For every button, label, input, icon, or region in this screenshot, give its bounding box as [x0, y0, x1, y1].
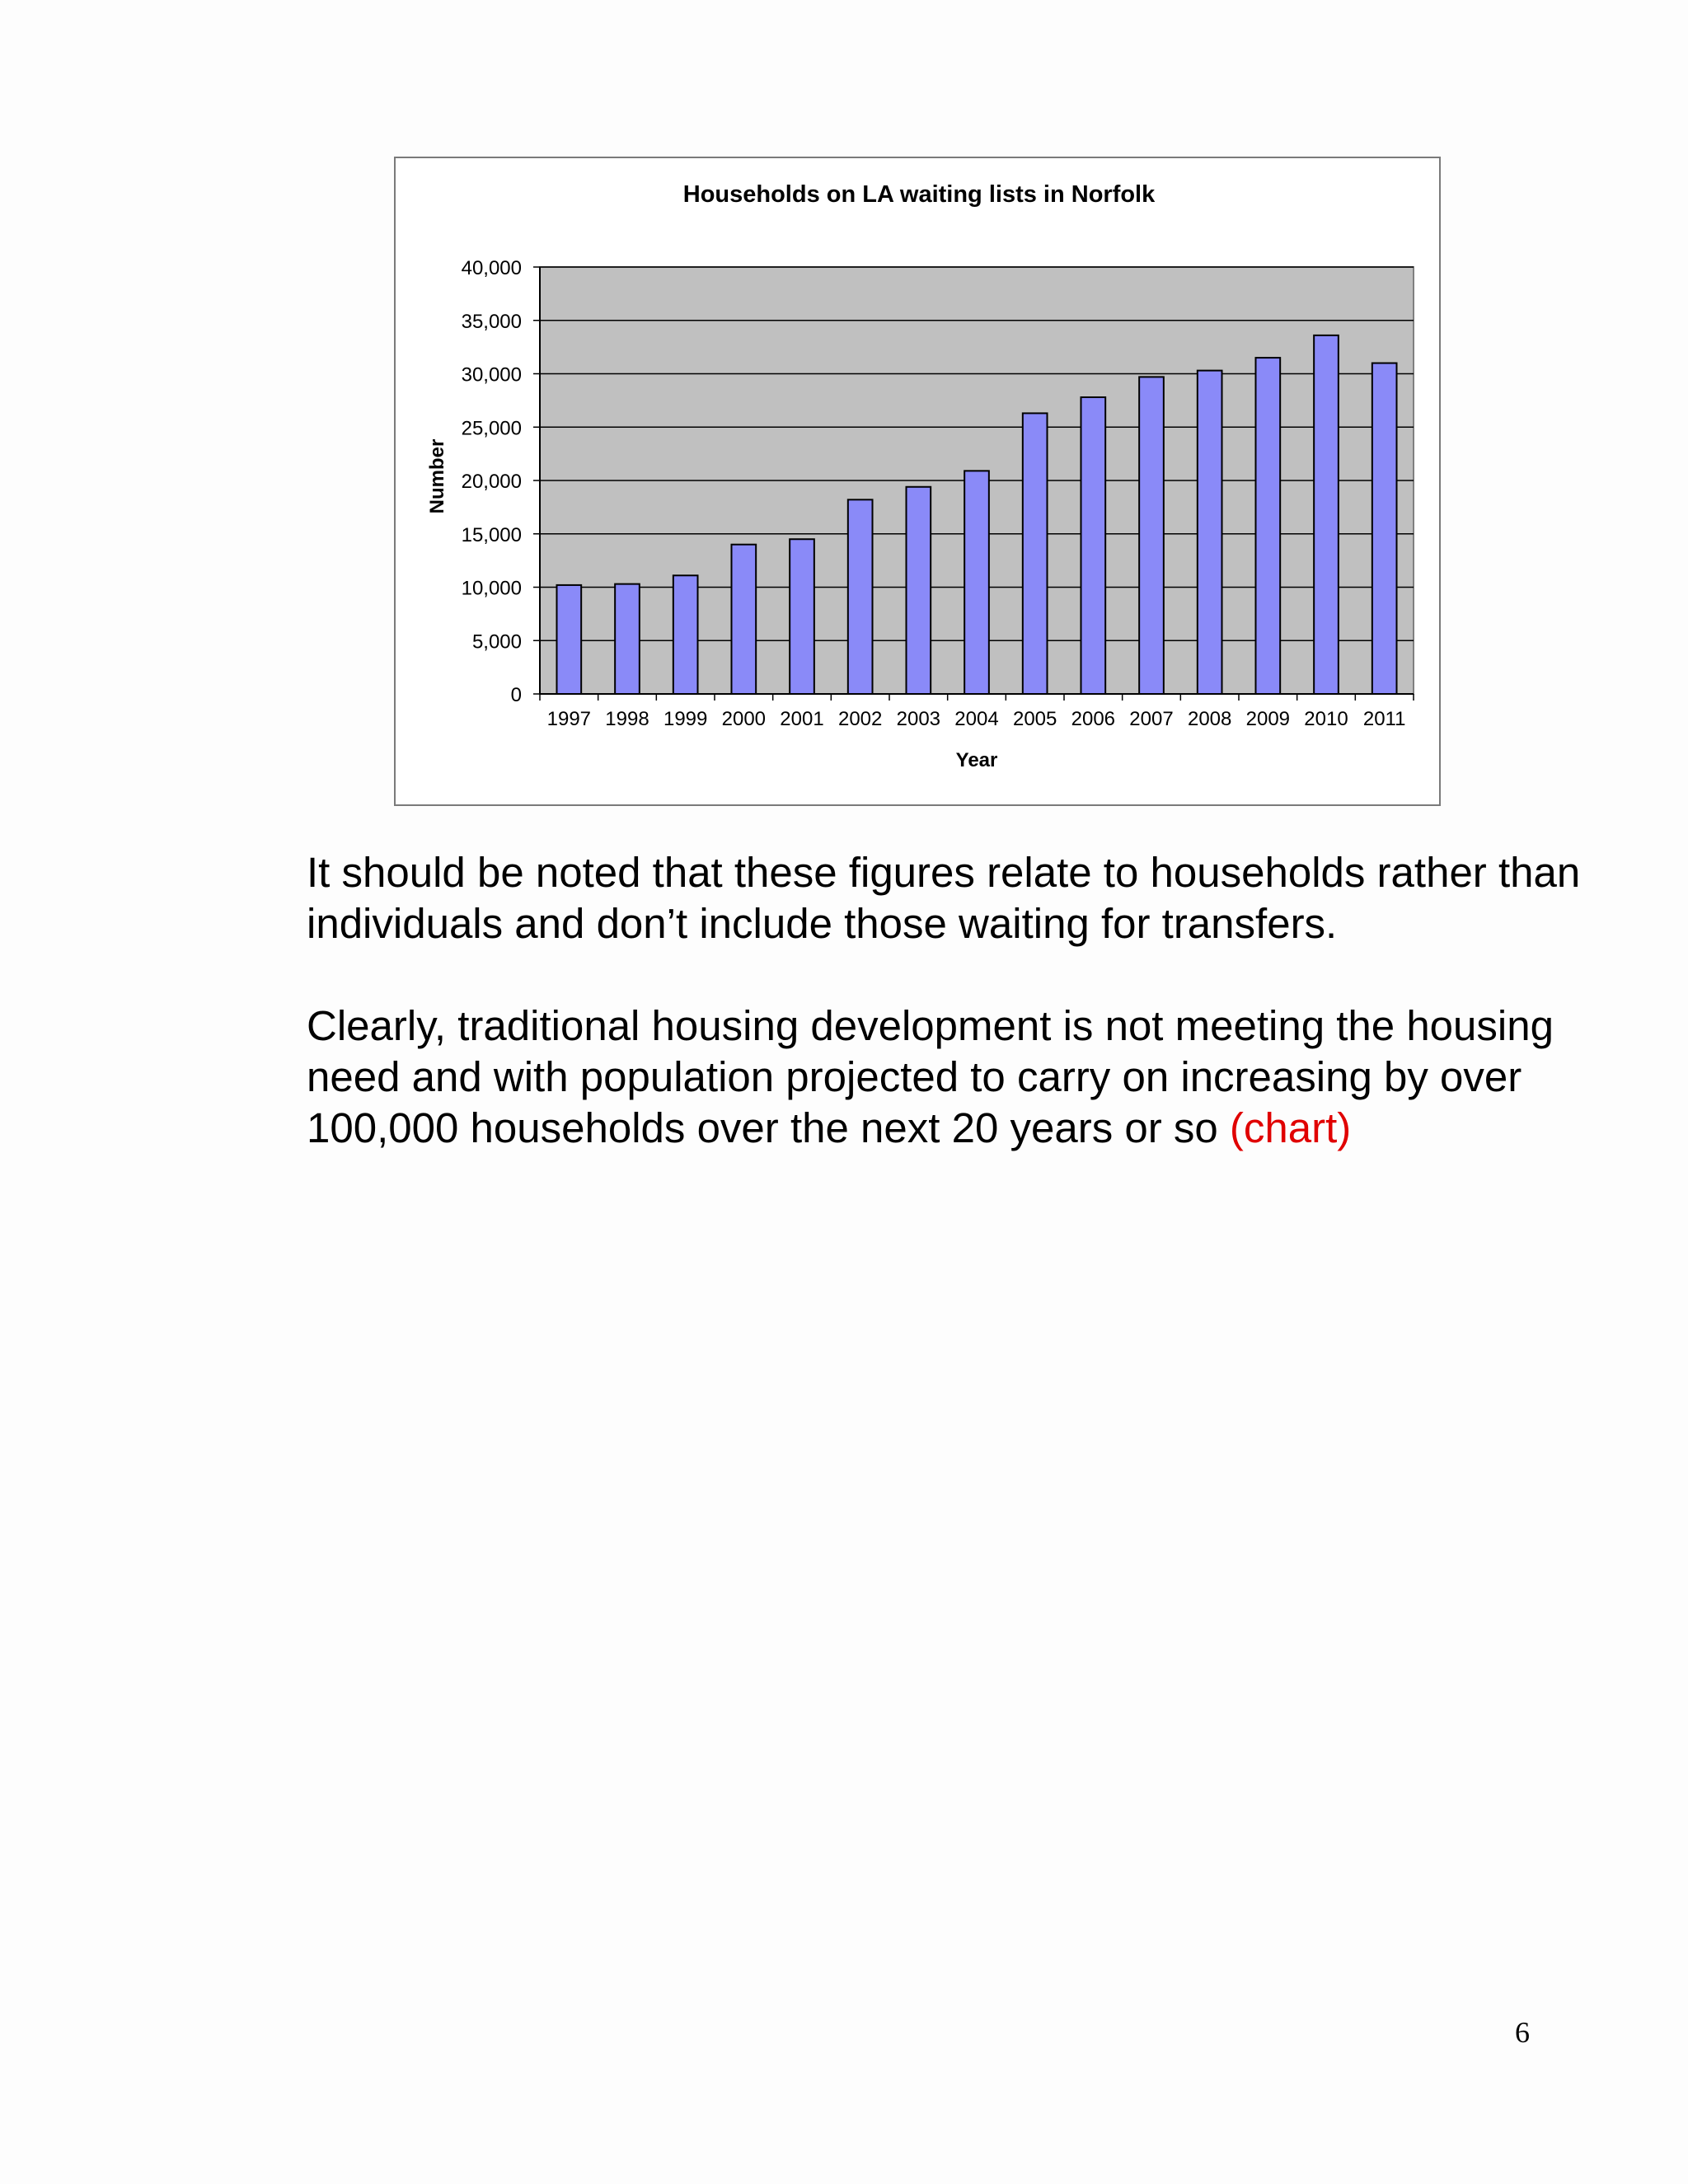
page-number: 6: [1515, 2016, 1530, 2049]
x-tick-label: 2000: [721, 708, 767, 730]
bar-2006: [1081, 397, 1105, 694]
x-tick-label: 2008: [1187, 708, 1232, 730]
paragraph-2: [307, 1001, 1592, 1154]
x-tick-label: 1998: [605, 708, 649, 730]
bar-2001: [790, 539, 814, 694]
y-tick-label: 35,000: [461, 310, 522, 333]
x-tick-label: 2011: [1362, 708, 1406, 730]
bar-2007: [1139, 377, 1164, 694]
x-tick-label: 2010: [1304, 708, 1348, 730]
bar-2004: [964, 471, 989, 694]
x-tick-label: 1997: [546, 708, 592, 730]
bar-1998: [615, 584, 640, 694]
x-tick-label: 1999: [663, 708, 708, 730]
y-tick-label: 5,000: [471, 630, 522, 654]
x-tick-label: 2001: [780, 708, 824, 730]
body-text: [307, 847, 1592, 1205]
bar-2009: [1255, 358, 1280, 694]
y-tick-label: 15,000: [461, 523, 522, 546]
y-tick-label: 25,000: [461, 417, 522, 440]
y-tick-label: 10,000: [461, 577, 522, 600]
paragraph-1: It should be noted that these figures relate to households rather than individuals and don’t include those waiting for transfers.: [307, 849, 1581, 947]
y-tick-label: 40,000: [461, 257, 522, 279]
chart-link[interactable]: (chart): [1229, 1104, 1352, 1151]
x-tick-label: 2006: [1071, 708, 1116, 730]
x-tick-label: 2005: [1012, 708, 1057, 730]
chart-title: Households on LA waiting lists in Norfolk: [682, 181, 1156, 208]
x-tick-label: 2002: [837, 708, 883, 730]
x-tick-label: 2003: [896, 708, 941, 730]
x-axis-label: Year: [955, 749, 998, 771]
x-tick-label: 2009: [1245, 708, 1291, 730]
x-tick-label: 2007: [1129, 708, 1174, 730]
bar-2011: [1372, 363, 1397, 694]
paragraph-2-text: Clearly, traditional housing development is not meeting the housing need and with population projected to carry on increasing by over 100,000 households over the next 20 years or so: [307, 1002, 1554, 1151]
bar-2000: [731, 545, 756, 694]
chart-container: [394, 157, 1441, 806]
bar-chart: [396, 158, 1439, 804]
y-axis-label: Number: [426, 438, 448, 514]
bar-2002: [848, 499, 873, 694]
bar-2010: [1314, 335, 1339, 694]
bar-2003: [906, 487, 931, 694]
bar-1997: [556, 585, 581, 694]
bar-2005: [1023, 413, 1048, 694]
x-tick-label: 2004: [954, 708, 999, 730]
bar-1999: [673, 575, 698, 694]
y-tick-label: 30,000: [461, 363, 522, 387]
y-tick-label: 20,000: [461, 471, 522, 493]
bar-2008: [1198, 371, 1222, 694]
y-tick-label: 0: [510, 684, 522, 706]
